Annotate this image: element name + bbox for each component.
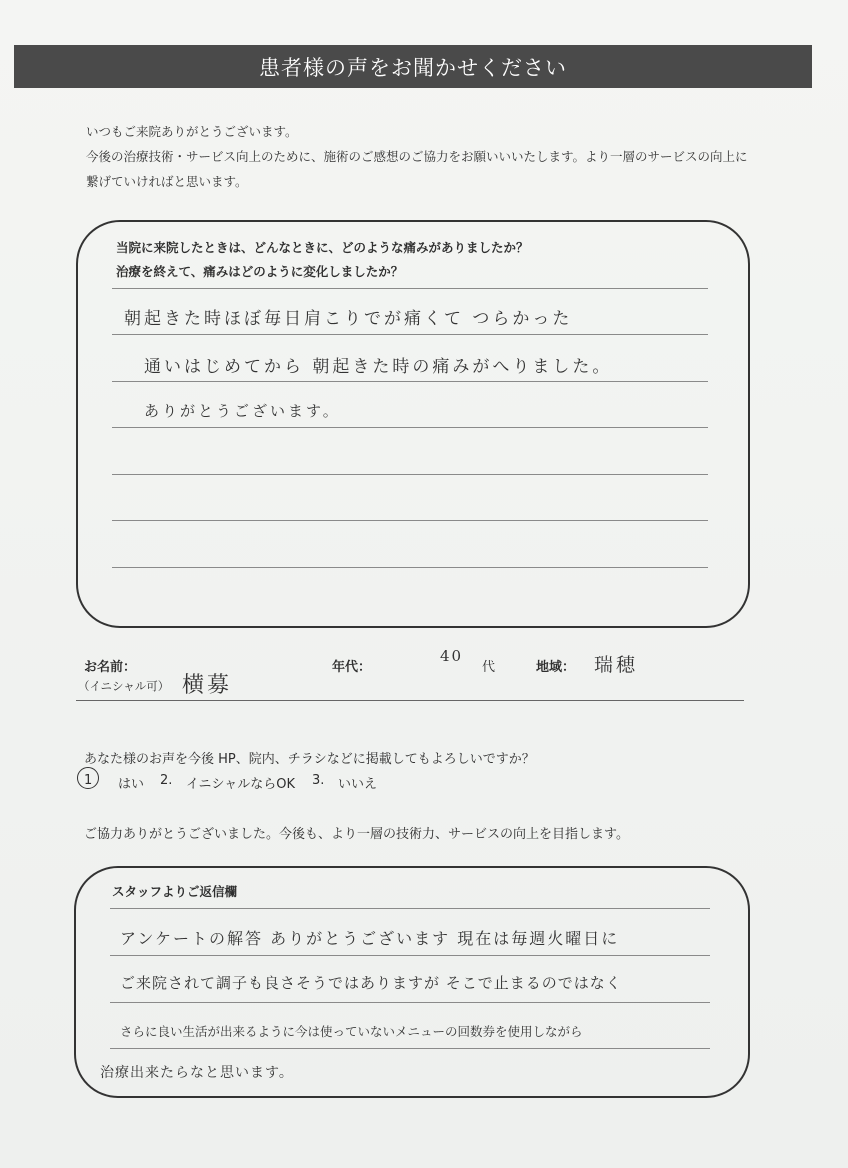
handwritten-answer-line: 通いはじめてから 朝起きた時の痛みがへりました。 <box>144 357 613 377</box>
consent-option-2-num[interactable]: 2. <box>160 773 173 788</box>
answer-rule <box>112 334 708 335</box>
consent-option-3-num[interactable]: 3. <box>312 773 325 788</box>
feedback-question-1: 当院に来院したときは、どんなときに、どのような痛みがありましたか？ <box>116 240 529 255</box>
reply-rule <box>110 908 710 909</box>
reply-rule <box>110 1002 710 1003</box>
consent-option-2[interactable]: イニシャルならOK <box>186 777 295 792</box>
region-value: 瑞穂 <box>594 654 639 676</box>
region-label: 地域： <box>536 660 576 675</box>
answer-rule <box>112 427 708 428</box>
answer-rule <box>112 520 708 521</box>
consent-option-1-num[interactable]: 1 <box>84 773 93 788</box>
reply-rule <box>110 1048 710 1049</box>
answer-rule <box>112 474 708 475</box>
age-value: 40 <box>440 647 464 665</box>
reply-rule <box>110 955 710 956</box>
staff-reply-line: 治療出来たらなと思います。 <box>100 1065 294 1081</box>
consent-option-3[interactable]: いいえ <box>338 777 378 792</box>
consent-question: あなた様のお声を今後 HP、院内、チラシなどに掲載してもよろしいですか？ <box>84 752 535 767</box>
answer-rule <box>112 567 708 568</box>
intro-line-2: 今後の治療技術・サービス向上のために、施術のご感想のご協力をお願いいいたします。より一層のサービスの向上に <box>86 149 748 164</box>
intro-line-1: いつもご来院ありがとうございます。 <box>86 124 298 139</box>
handwritten-answer-line: ありがとうございます。 <box>144 402 341 420</box>
info-divider <box>76 700 744 701</box>
feedback-question-2: 治療を終えて、痛みはどのように変化しましたか？ <box>116 264 404 279</box>
thanks-message: ご協力ありがとうございました。今後も、より一層の技術力、サービスの向上を目指します。 <box>84 827 629 842</box>
page-title: 患者様の声をお聞かせください <box>14 45 812 88</box>
answer-rule <box>112 288 708 289</box>
intro-line-3: 繋げていければと思います。 <box>86 174 248 189</box>
staff-reply-line: ご来院されて調子も良さそうではありますが そこで止まるのではなく <box>120 974 622 992</box>
patient-name: 横募 <box>182 673 233 698</box>
staff-reply-line: アンケートの解答 ありがとうございます 現在は毎週火曜日に <box>120 929 620 948</box>
staff-reply-line: さらに良い生活が出来るように今は使っていないメニューの回数券を使用しながら <box>120 1024 583 1039</box>
age-suffix: 代 <box>482 660 496 675</box>
answer-rule <box>112 381 708 382</box>
age-label: 年代： <box>332 660 372 675</box>
consent-option-1[interactable]: はい <box>118 777 145 792</box>
handwritten-answer-line: 朝起きた時ほぼ毎日肩こりでが痛くて つらかった <box>124 309 573 329</box>
name-label: お名前： <box>84 660 137 675</box>
name-sublabel: （イニシャル可） <box>78 679 170 693</box>
staff-reply-title: スタッフよりご返信欄 <box>112 884 238 899</box>
